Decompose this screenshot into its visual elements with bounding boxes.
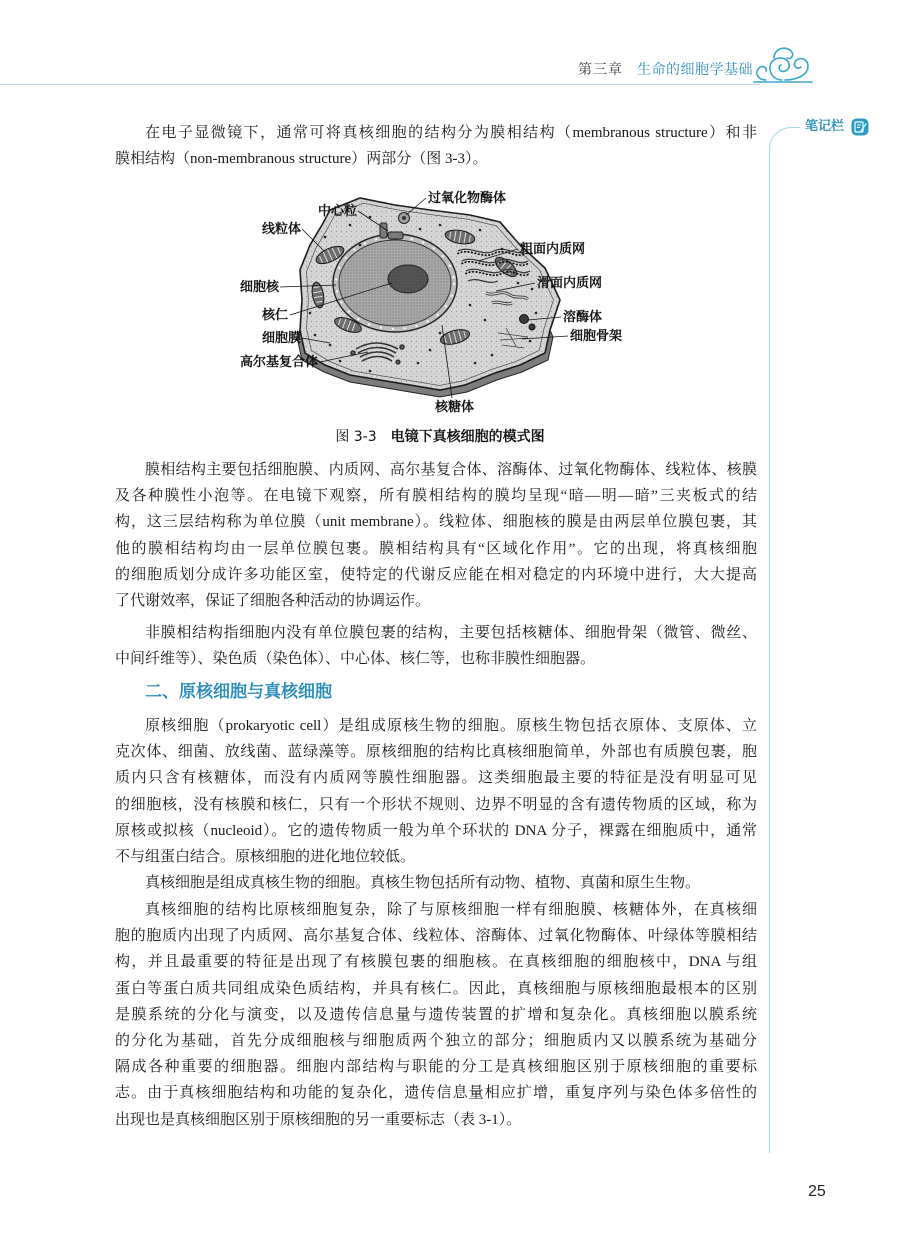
- p6-line-5: 是膜系统的分化与演变，以及遗传信息量与遗传装置的扩增和复杂化。真核细胞以膜系统: [115, 1006, 757, 1023]
- page-number: 25: [808, 1183, 826, 1200]
- label-lysosome: 溶酶体: [563, 310, 603, 325]
- p6-line-1: 真核细胞的结构比原核细胞复杂，除了与原核细胞一样有细胞膜、核糖体外，在真核细: [145, 902, 757, 918]
- p3-line-2: 中间纤维等）、染色质（染色体）、中心体、核仁等，也称非膜性细胞器。: [115, 651, 596, 668]
- p3-line-1: 非膜相结构指细胞内没有单位膜包裹的结构，主要包括核糖体、细胞骨架（微管、微丝、: [145, 625, 757, 641]
- label-nucleus: 细胞核: [240, 280, 280, 295]
- label-nucleolus: 核仁: [262, 308, 289, 323]
- running-header: [578, 59, 753, 79]
- label-rough-er: 粗面内质网: [520, 242, 586, 257]
- p4-line-5: 原核或拟核（nucleoid）。它的遗传物质一般为单个环状的 DNA 分子，裸露在细胞质中，通常: [115, 822, 757, 839]
- p4-line-2: 克次体、细菌、放线菌、蓝绿藻等。原核细胞的结构比真核细胞简单，外部也有质膜包裹，胞: [115, 744, 757, 761]
- label-mitochondrion: 线粒体: [262, 222, 302, 237]
- label-peroxisome: 过氧化物酶体: [428, 191, 507, 206]
- chapter-title: 生命的细胞学基础: [637, 62, 753, 78]
- label-smooth-er: 滑面内质网: [537, 276, 603, 291]
- paragraph-4: [115, 713, 757, 870]
- label-golgi: 高尔基复合体: [240, 355, 319, 370]
- paragraph-6: [115, 897, 757, 1133]
- p2-line-5: 的细胞质划分成许多功能区室，使特定的代谢反应能在相对稳定的内环境中进行，大大提高: [115, 566, 757, 583]
- label-centriole: 中心粒: [318, 204, 358, 219]
- p4-line-1: 原核细胞（prokaryotic cell）是组成原核生物的细胞。原核生物包括衣原体、支原体、立: [145, 718, 757, 734]
- p5-line-1: 真核细胞是组成真核生物的细胞。真核生物包括所有动物、植物、真菌和原生生物。: [145, 875, 701, 891]
- pen-icon: [851, 118, 869, 136]
- p1-line-2: 膜相结构（non-membranous structure）两部分（图 3-3）。: [115, 151, 488, 168]
- p2-line-2: 及各种膜性小泡等。在电镜下观察，所有膜相结构的膜均呈现“暗—明—暗”三夹板式的结: [115, 488, 757, 505]
- chapter-number: 第三章: [578, 62, 623, 78]
- p4-line-4: 的细胞核，没有核膜和核仁，只有一个形状不规则、边界不明显的含有遗传物质的区域，称为: [115, 796, 757, 813]
- p6-line-9: 出现也是真核细胞区别于原核细胞的另一重要标志（表 3-1）。: [115, 1111, 522, 1128]
- nucleus: [333, 234, 457, 332]
- p2-line-3: 构，这三层结构称为单位膜（unit membrane）。线粒体、细胞核的膜是由两层单位膜包裹，其: [115, 514, 757, 531]
- paragraph-1: [115, 120, 757, 172]
- notes-rail: [769, 127, 800, 1153]
- cloud-swirl-icon: [752, 40, 814, 88]
- p6-line-6: 的分化为基础，首先分成细胞核与细胞质两个独立的部分；细胞质内又以膜系统为基础分: [115, 1032, 757, 1049]
- cell-diagram: [230, 185, 630, 420]
- section-heading: 二、原核细胞与真核细胞: [145, 682, 332, 702]
- p6-line-7: 隔成各种重要的细胞器。细胞内部结构与职能的分工是真核细胞区别于原核细胞的重要标: [115, 1059, 757, 1076]
- p6-line-8: 志。由于真核细胞结构和功能的复杂化，遗传信息量相应扩增，重复序列与染色体多倍性的: [115, 1085, 757, 1102]
- peroxisome: [399, 213, 410, 224]
- p1-line-1: 在电子显微镜下，通常可将真核细胞的结构分为膜相结构（membranous structure）和非: [145, 125, 757, 141]
- header-rule: [0, 84, 760, 85]
- p4-line-6: 不与组蛋白结合。原核细胞的进化地位较低。: [115, 848, 416, 865]
- label-cytoskeleton: 细胞骨架: [570, 329, 623, 344]
- figure-number: 图 3-3: [335, 429, 377, 445]
- p2-line-1: 膜相结构主要包括细胞膜、内质网、高尔基复合体、溶酶体、过氧化物酶体、线粒体、核膜: [145, 462, 757, 478]
- label-ribosome: 核糖体: [435, 400, 475, 415]
- p2-line-6: 了代谢效率，保证了细胞各种活动的协调运作。: [115, 592, 431, 609]
- figure-caption: [240, 427, 640, 447]
- paragraph-2: [115, 457, 757, 614]
- p4-line-3: 质内只含有核糖体，而没有内质网等膜性细胞器。这类细胞最主要的特征是没有明显可见: [115, 770, 757, 787]
- p6-line-3: 构，并且最重要的特征是出现了有核膜包裹的细胞核。在真核细胞的细胞核中，DNA 与组: [115, 954, 757, 971]
- paragraph-5: [115, 870, 757, 896]
- paragraph-3: [115, 620, 757, 672]
- p2-line-4: 他的膜相结构均由一层单位膜包裹。膜相结构具有“区域化作用”。它的出现，将真核细胞: [115, 540, 757, 557]
- figure-title: 电镜下真核细胞的模式图: [390, 429, 545, 445]
- p6-line-4: 蛋白等蛋白质共同组成染色质结构，并具有核仁。因此，真核细胞与原核细胞最根本的区别: [115, 980, 757, 997]
- notes-label: 笔记栏: [805, 119, 845, 134]
- p6-line-2: 胞的胞质内出现了内质网、高尔基复合体、线粒体、溶酶体、过氧化物酶体、叶绿体等膜相结: [115, 928, 757, 945]
- label-cell-membrane: 细胞膜: [262, 331, 302, 346]
